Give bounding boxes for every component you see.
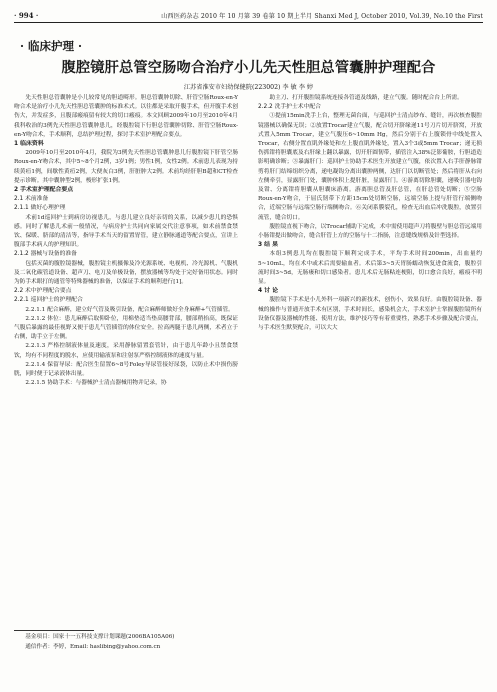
section-heading: 4 讨 论 [258,288,278,295]
footnote [14,633,238,652]
paragraph: 2009年10月至2010年4月，我院为3例先天性胆总管囊肿患儿行腹腔镜下肝管空肠Roux-en-Y吻合术，其中5~8个月2例，3岁1例；男性1例，女性2例。术前患儿表现为持续黄疸1例，间歇性黄疸2例，大便灰白3例，肝脏肿大2例。术前均经肝胆B超和CT检查提示诊断。其中囊肿型2例，梭形扩张1例。 [14,150,238,184]
paragraph: 2.2.1.2 体位：患儿麻醉后取仰卧位，用棉垫适当垫高腰背部，腰部稍抬高，既保证气腹后暴露的最佳视野又便于患儿气管插管的体位安全。拉高两腿于患儿两侧，术者立于右侧，助手立于左侧。 [14,315,238,341]
section-heading: 2.2.2 洗手护士术中配合 [258,104,321,111]
paragraph: 2.2.1.4 保留导尿：配合医生留置6~8号Foley导尿管接好尿袋，以防止术中损伤膀胱，同时便于记录液体出量。 [14,361,238,378]
section-heading: 1 临床资料 [14,141,44,148]
paragraph: 助主刀、打开腹腔镜系统连接各管道及线路，建立气腹。随时配合台上所需。 [269,95,463,101]
right-column [258,94,482,333]
section-heading: 3 结 果 [258,242,278,249]
paragraph: 2.2.1.3 严格控制液体量及速度，采用静脉留置套管针，由于患儿年龄小且禁食禁饮，均有不同程度的脱水，应使用输液泵和注射泵严格控制液体的速度与量。 [14,343,238,359]
page-number: · 994 · [14,10,39,20]
section-heading: 2.1.1 做好心理护理 [14,205,66,212]
section-label: · 临床护理 · [20,39,83,53]
section-heading: 2.1 术前准备 [14,196,49,203]
footnote-rule [14,630,94,631]
paragraph: 术前1d巡回护士到病房访视患儿，与患儿建立良好亲切的关系，以减少患儿的恐惧感。同时了解患儿术前一般情况，与病房护士共同向家属交代注意事项，如术前禁食禁饮、保暖、脐部的清洁等，指导手术当天的留置胃管，建立静脉通道等配合要点，宣讲上腹部手术病人的护理知识。 [14,214,238,249]
header-rule [14,22,483,23]
section-heading: 2.2 术中护理配合要点 [14,288,72,295]
journal-citation: 山西医药杂志 2010 年 10 月第 39 卷第 10 期上半月 Shanxi Med J, October 2010, Vol.39, No.10 the First [161,12,483,20]
paragraph: 2.2.1.1 配合麻醉，建立好气管及吸引设备，配合麻醉师做好全身麻醉+气管插管。 [25,306,234,313]
section-heading: 2.2.1 巡回护士的护理配合 [14,297,83,304]
running-header [14,8,483,22]
paragraph: 包括灭菌的腹腔镜器械，腹腔镜主机摄像及冷光源系统、电视机、冷光源机、气腹机及二氧化碳管道设备、超声刀、电刀及单极设备，摆放器械等均处于完好备用状态。同时为防手术眼打的通管等特殊器械的准备，以保证手术的顺利进行[1]。 [14,260,238,286]
article-title: 腹腔镜肝总管空肠吻合治疗小儿先天性胆总管囊肿护理配合 [61,60,436,76]
paragraph: 2.2.1.5 协助手术：与器械护士清点器械用物并记录，协 [25,380,167,387]
section-heading: 2 手术室护理配合要点 [14,187,74,194]
footnote-line: 通信作者：李婷，Email: haslibing@yahoo.com.cn [25,643,161,650]
paragraph: 本组3例患儿均在腹腔镜下顺利完成手术，平均手术时间200min，出血量约5~10mL，均在术中或术后需要输血者。术后第3~5天胃肠蠕动恢复进食流食，腹腔引流时间3~5d，无肠瘘和切口感染者。患儿术后无肠粘连梗阻，切口愈合良好，瘢痕不明显。 [258,251,482,286]
paragraph: 腹腔镜直视下吻合，以Trocar辅助下完成，术中需使用超声刀将腹壁与胆总管远端用小肠钳提出做吻合，缝合肝管上方的空肠与十二指肠，注意缝线规格及针型选择。 [258,223,482,240]
paragraph: 腹腔镜下手术是小儿外科一项新兴的新技术，创伤小，效果良好。由腹腔镜设备、器械的操作与普通开放手术有区别，手术时间长，感染机会大，手术室护士掌握腹腔镜所有设备仪器及器械的性能、使用方法，维护技巧等有着重要性，熟悉手术步骤及配合要点，与手术医生默契配合，可以大大 [258,297,482,332]
paragraph: ①提前15min洗手上台，整理无菌台面，与巡回护士清点纱布、缝针，再次核查腹腔镜器械以确保无误；②放置Trocar建立气腹，配合切开脐缘递11号刀片切开脐窝，开放式置入5mm Trocar，建立气腹压6~10mm Hg，然后分别于右上腹锁骨中线处置入Trocar，右侧分置直肌外缘处和左上腹直肌外缘处，置入3个3或5mm Trocar；递无损伤抓钳将胆囊底及右肝缘上翻以暴露，切开肝圆韧带，插管注入38%泛影葡胺，行胆道造影明确诊断；③暴露肝门：巡回护士协助手术医生开放建立气腹，依次置入右手肝静脉钳剪将肝门结缔组织分离，递电凝钩分离出囊肿两侧，达肝门以切断管处；然后将肝从右向左侧牵引，显露肝门处，囊肿体积上提肝脏，显露肝门。④游离切除胆囊，递吸引器电钩及钳、分离钳将胆囊从胆囊床游离。游离胆总管及肝总管，在肝总管处切断；⑤空肠Roux-en-Y吻合，于屈氏韧带下方距15cm处切断空肠，远端空肠上提与肝管行端侧吻合，近端空肠与远端空肠行端侧吻合。⑥关闭系膜裂孔，检查无出血后冲洗腹腔，放置引流管，缝合切口。 [258,113,482,221]
left-column [14,94,238,389]
section-heading: 2.1.2 器械与设备的准备 [14,251,77,258]
paragraph: 先天性胆总管囊肿是小儿较常见的胆道畸形。胆总管囊肿切除、肝管空肠Roux-en-Y吻合术是治疗小儿先天性胆总管囊肿的标准术式。以往都是采取开腹手术，但开腹手术创伤大，并发症多，且腹部瘢痕留有较大的切口瘢痕。本文回顾2009年10月至2010年4月我科收治的3例先天性胆总管囊肿患儿，经腹腔镜下行胆总管囊肿切除、肝管空肠Roux-en-Y吻合术，手术顺利，总结护理过程，探讨手术室护理配合要点。 [14,95,238,138]
author-line: 江苏省淮安市妇幼保健院(223002) 李 敏 李 婷 [183,84,314,91]
footnote-line: 基金项目：国家十一五科技支撑计划课题(2006BA105A06) [25,634,175,640]
